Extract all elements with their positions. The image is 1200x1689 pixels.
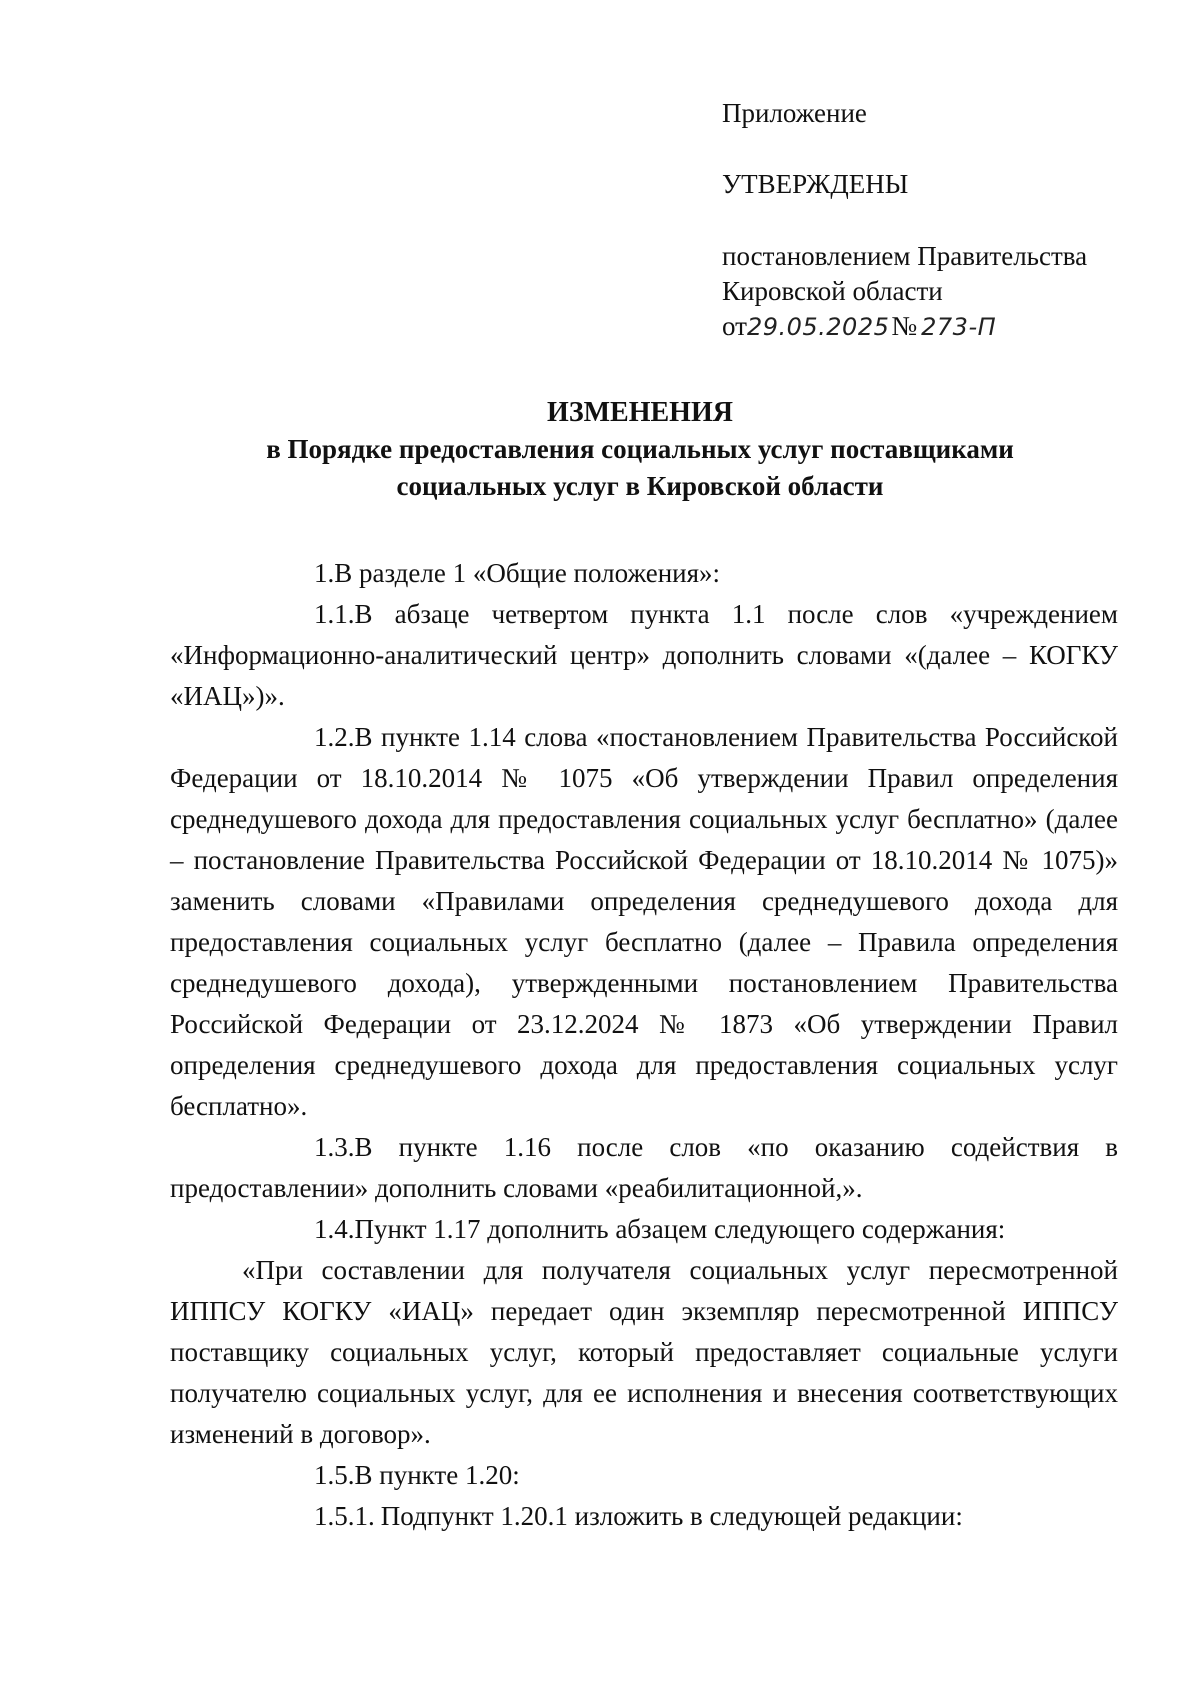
approval-date-line [722,309,1162,345]
handwritten-number: 273-П [921,313,997,341]
approval-line-2: Кировской области [722,276,943,306]
paragraph-text: В разделе 1 «Общие положения»: [334,558,721,588]
paragraph-number: 1.1. [314,599,355,629]
approval-line-1: постановлением Правительства [722,241,1088,271]
paragraph [170,717,1118,1127]
paragraph [170,1209,1118,1250]
paragraph-text: Подпункт 1.20.1 изложить в следующей редакции: [380,1501,963,1531]
paragraph-text: Пункт 1.17 дополнить абзацем следующего содержания: [354,1214,1006,1244]
quoted-paragraph [170,1250,1118,1455]
paragraph-number: 1.5.1. [314,1501,375,1531]
paragraph-number: 1. [314,558,335,588]
paragraph-text: В пункте 1.20: [354,1460,520,1490]
paragraph-number: 1.2. [314,722,355,752]
paragraph-text: В пункте 1.16 после слов «по оказанию содействия в предоставлении» дополнить словами «реабилитационной,». [170,1132,1118,1203]
document-body [170,553,1118,1537]
title-line-3: социальных услуг в Кировской области [396,471,884,501]
paragraph [170,1496,1118,1537]
paragraph-number: 1.3. [314,1132,355,1162]
paragraph-text: В абзаце четвертом пункта 1.1 после слов «учреждением «Информационно-аналитический центр» дополнить словами «(далее – КОГКУ «ИАЦ»)». [170,599,1118,711]
paragraph [170,594,1118,717]
paragraph-number: 1.5. [314,1460,355,1490]
paragraph [170,553,1118,594]
number-prefix: № [891,311,918,341]
paragraph [170,1455,1118,1496]
handwritten-date: 29.05.2025 [746,313,890,341]
paragraph-text: «При составлении для получателя социальных услуг пересмотренной ИППСУ КОГКУ «ИАЦ» передает один экземпляр пересмотренной ИППСУ поставщику социальных услуг, который предоставляет социальные услуги получателю социальных услуг, для ее исполнения и внесения соответствующих изменений в договор». [170,1255,1118,1449]
paragraph-number: 1.4. [314,1214,355,1244]
approval-block [722,96,1162,345]
paragraph [170,1127,1118,1209]
title-line-1: ИЗМЕНЕНИЯ [547,397,733,428]
paragraph-text: В пункте 1.14 слова «постановлением Правительства Российской Федерации от 18.10.2014 № 1075 «Об утверждении Правил определения среднедушевого дохода для предоставления социальных услуг бесплатно» (далее – постановление Правительства Российской Федерации от 18.10.2014 № 1075)» заменить словами «Правилами определения среднедушевого дохода для предоставления социальных услуг бесплатно (далее – Правила определения среднедушевого дохода), утвержденными постановлением Правительства Российской Федерации от 23.12.2024 № 1873 «Об утверждении Правил определения среднедушевого дохода для предоставления социальных услуг бесплатно». [170,722,1118,1121]
annex-label: Приложение [722,98,867,128]
approved-label: УТВЕРЖДЕНЫ [722,169,909,199]
title-line-2: в Порядке предоставления социальных услуг поставщиками [266,434,1014,464]
date-prefix: от [722,311,747,341]
document-title [160,394,1120,505]
